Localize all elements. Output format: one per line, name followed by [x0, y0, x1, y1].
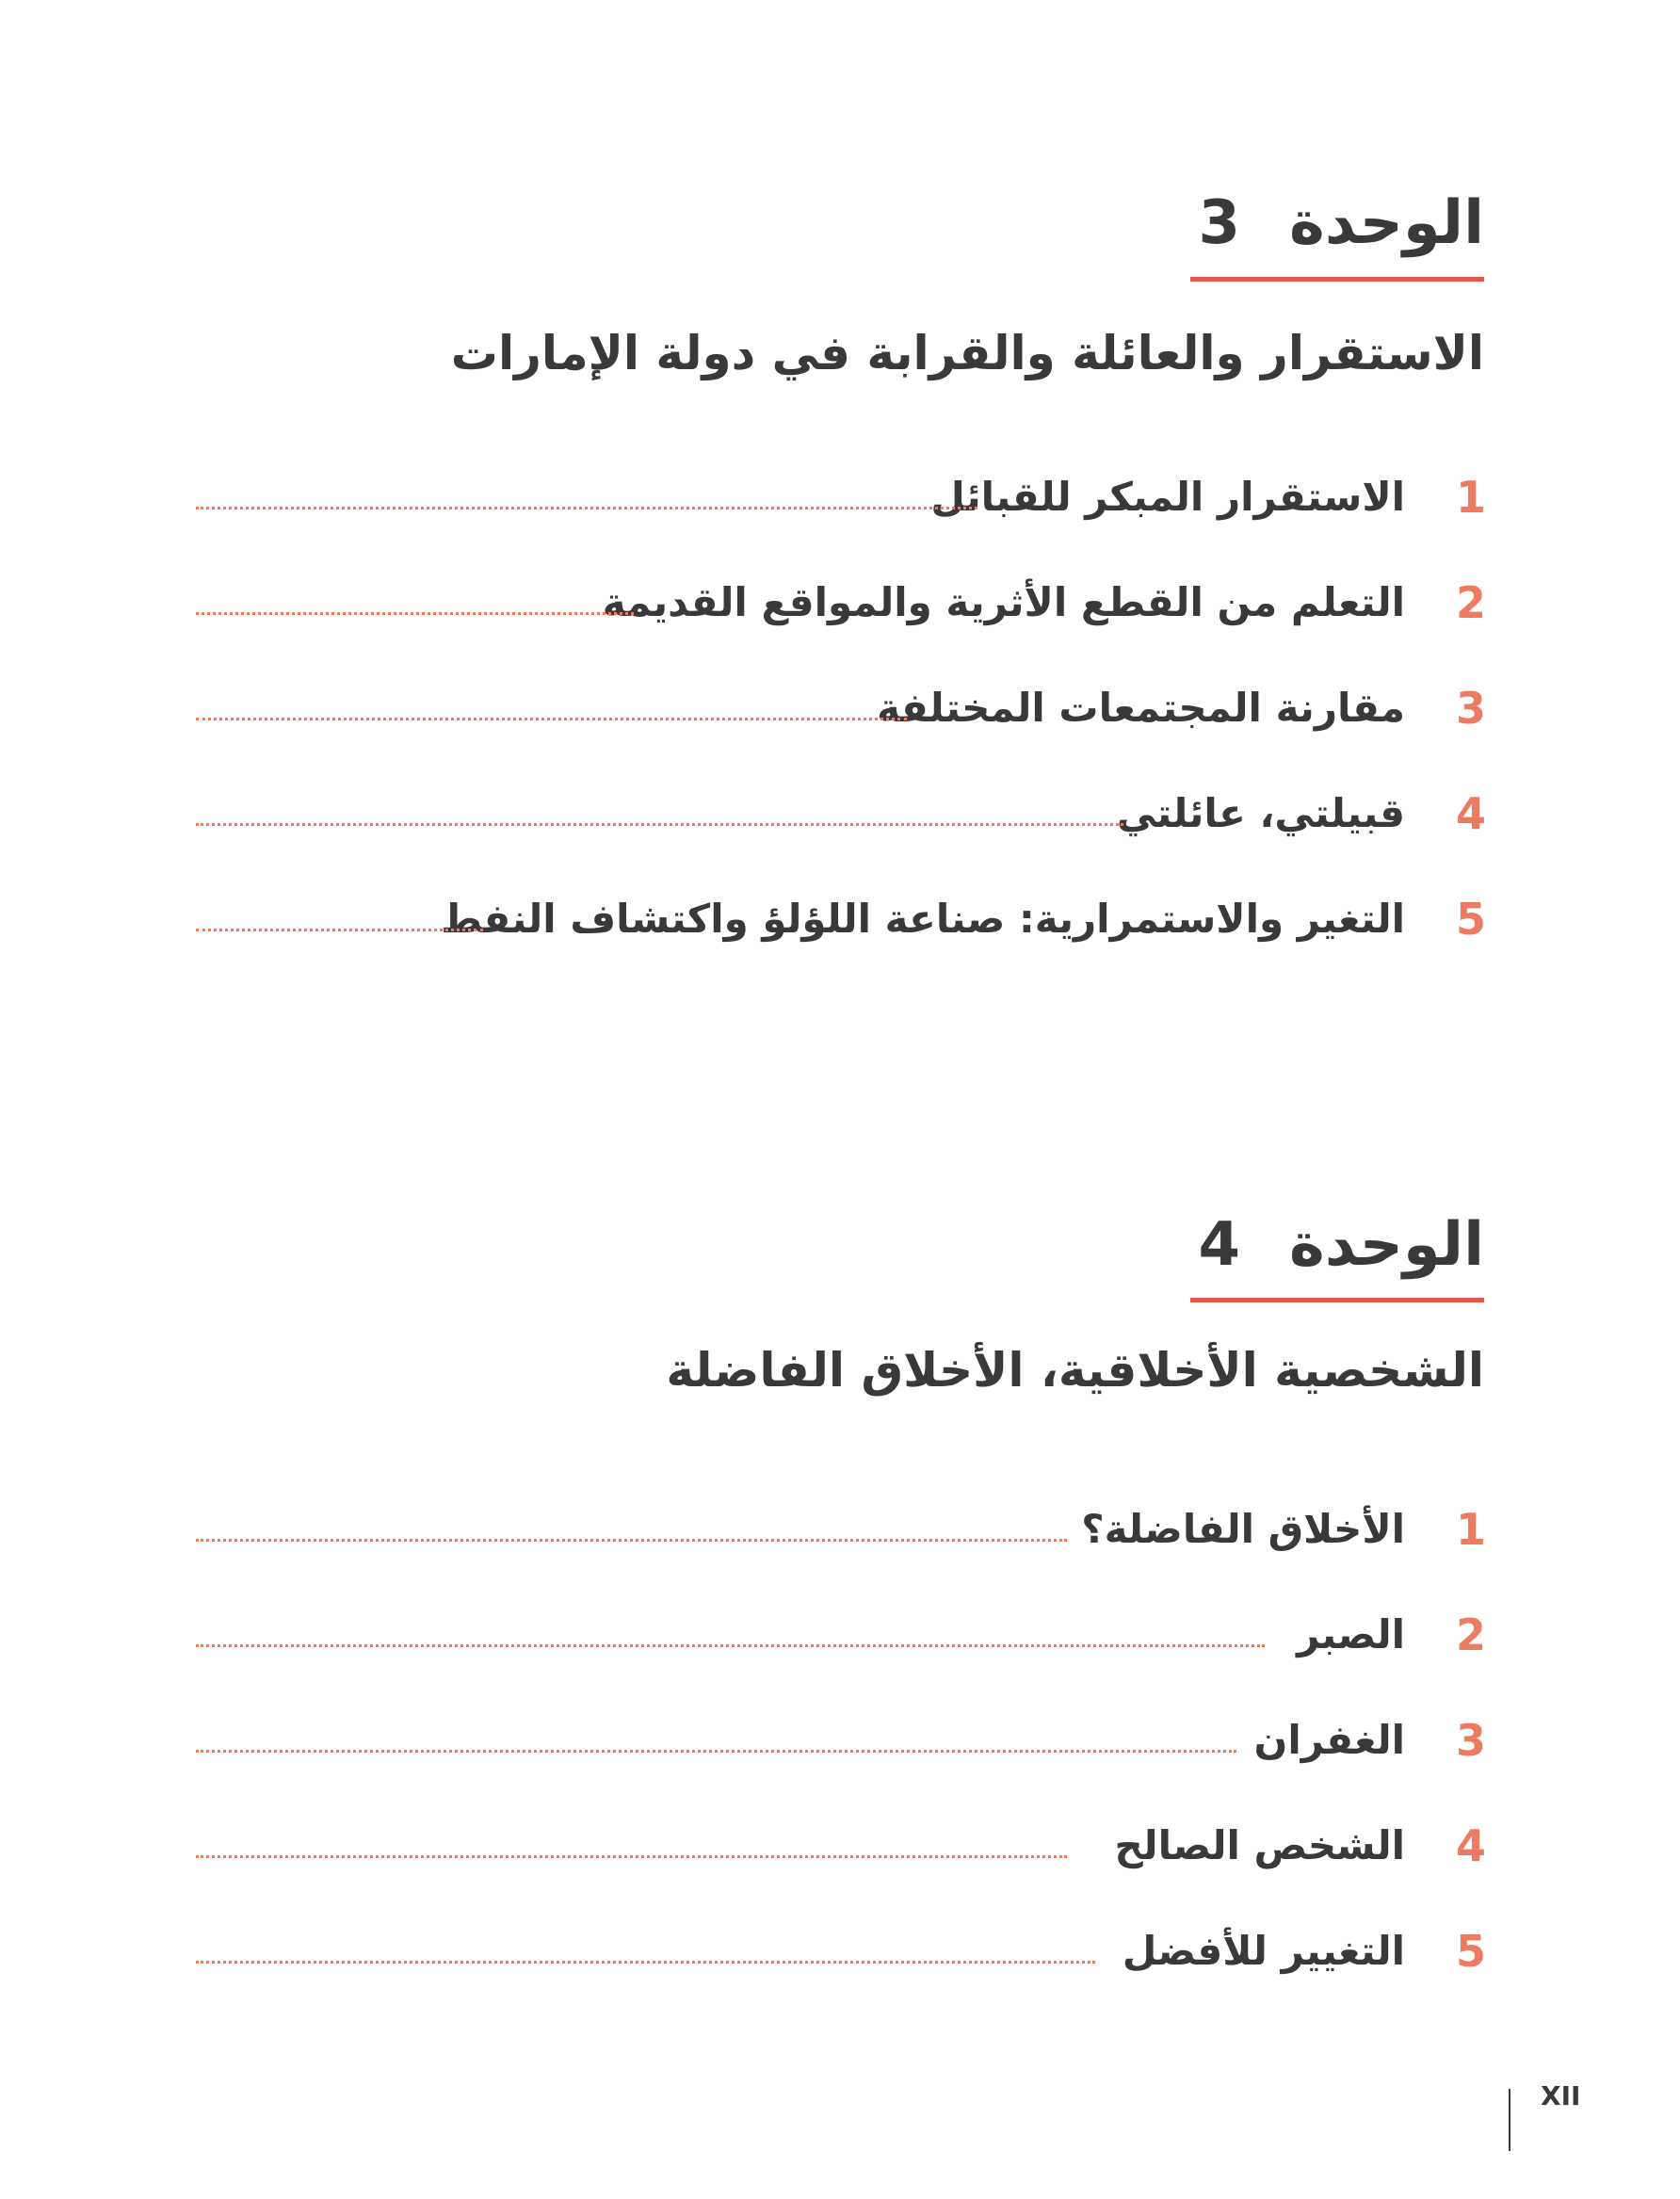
dot-leader [196, 1855, 1067, 1858]
lesson-title: التعلم من القطع الأثرية والمواقع القديمة [602, 579, 1405, 625]
lesson-title: قبيلتي، عائلتي [1116, 790, 1405, 836]
dot-leader [196, 507, 977, 509]
toc-entry[interactable] [196, 1607, 1487, 1663]
lesson-number: 5 [1456, 1926, 1487, 1977]
lesson-title: الشخص الصالح [1114, 1822, 1405, 1868]
lesson-title: الاستقرار المبكر للقبائل [930, 474, 1405, 520]
unit-label: الوحدة [1289, 1210, 1484, 1280]
lesson-title: الصبر [1297, 1611, 1405, 1657]
lesson-title: الأخلاق الفاضلة؟ [1081, 1506, 1405, 1552]
toc-entry[interactable] [196, 891, 1487, 947]
lesson-number: 3 [1456, 1715, 1487, 1766]
page-number: XII [1541, 2080, 1581, 2111]
unit-title: الاستقرار والعائلة والقرابة في دولة الإمارات [450, 326, 1484, 380]
page-number-divider [1509, 2089, 1510, 2151]
unit-heading-underline [1190, 1298, 1484, 1302]
lesson-number: 1 [1456, 1504, 1487, 1555]
dot-leader [196, 929, 483, 931]
dot-leader [196, 1961, 1095, 1964]
dot-leader [196, 612, 634, 615]
lesson-number: 2 [1456, 1609, 1487, 1660]
lesson-number: 5 [1456, 894, 1487, 945]
lesson-title: الغفران [1253, 1717, 1405, 1763]
toc-entry[interactable] [196, 785, 1487, 842]
unit-number: 4 [1198, 1210, 1241, 1280]
lesson-number: 1 [1456, 472, 1487, 523]
toc-entry[interactable] [196, 1923, 1487, 1980]
unit-heading [1198, 188, 1485, 258]
lesson-title: مقارنة المجتمعات المختلفة [877, 685, 1405, 731]
toc-entry[interactable] [196, 469, 1487, 525]
unit-label: الوحدة [1289, 188, 1484, 258]
dot-leader [196, 1750, 1236, 1753]
lesson-title: التغير والاستمرارية: صناعة اللؤلؤ واكتشاف النفط [441, 896, 1405, 942]
dot-leader [196, 1644, 1265, 1647]
dot-leader [196, 823, 1123, 826]
toc-entry[interactable] [196, 680, 1487, 736]
unit-title: الشخصية الأخلاقية، الأخلاق الفاضلة [666, 1343, 1484, 1398]
dot-leader [196, 1539, 1067, 1542]
toc-entry[interactable] [196, 1501, 1487, 1558]
toc-entry[interactable] [196, 1712, 1487, 1769]
unit-heading-underline [1190, 277, 1484, 282]
lesson-number: 4 [1456, 1820, 1487, 1871]
lesson-number: 4 [1456, 788, 1487, 839]
dot-leader [196, 718, 907, 720]
lesson-title: التغيير للأفضل [1122, 1928, 1405, 1974]
lesson-number: 3 [1456, 683, 1487, 734]
toc-entry[interactable] [196, 1818, 1487, 1874]
lesson-number: 2 [1456, 577, 1487, 628]
unit-number: 3 [1198, 188, 1241, 258]
toc-entry[interactable] [196, 574, 1487, 631]
unit-heading [1198, 1210, 1485, 1280]
